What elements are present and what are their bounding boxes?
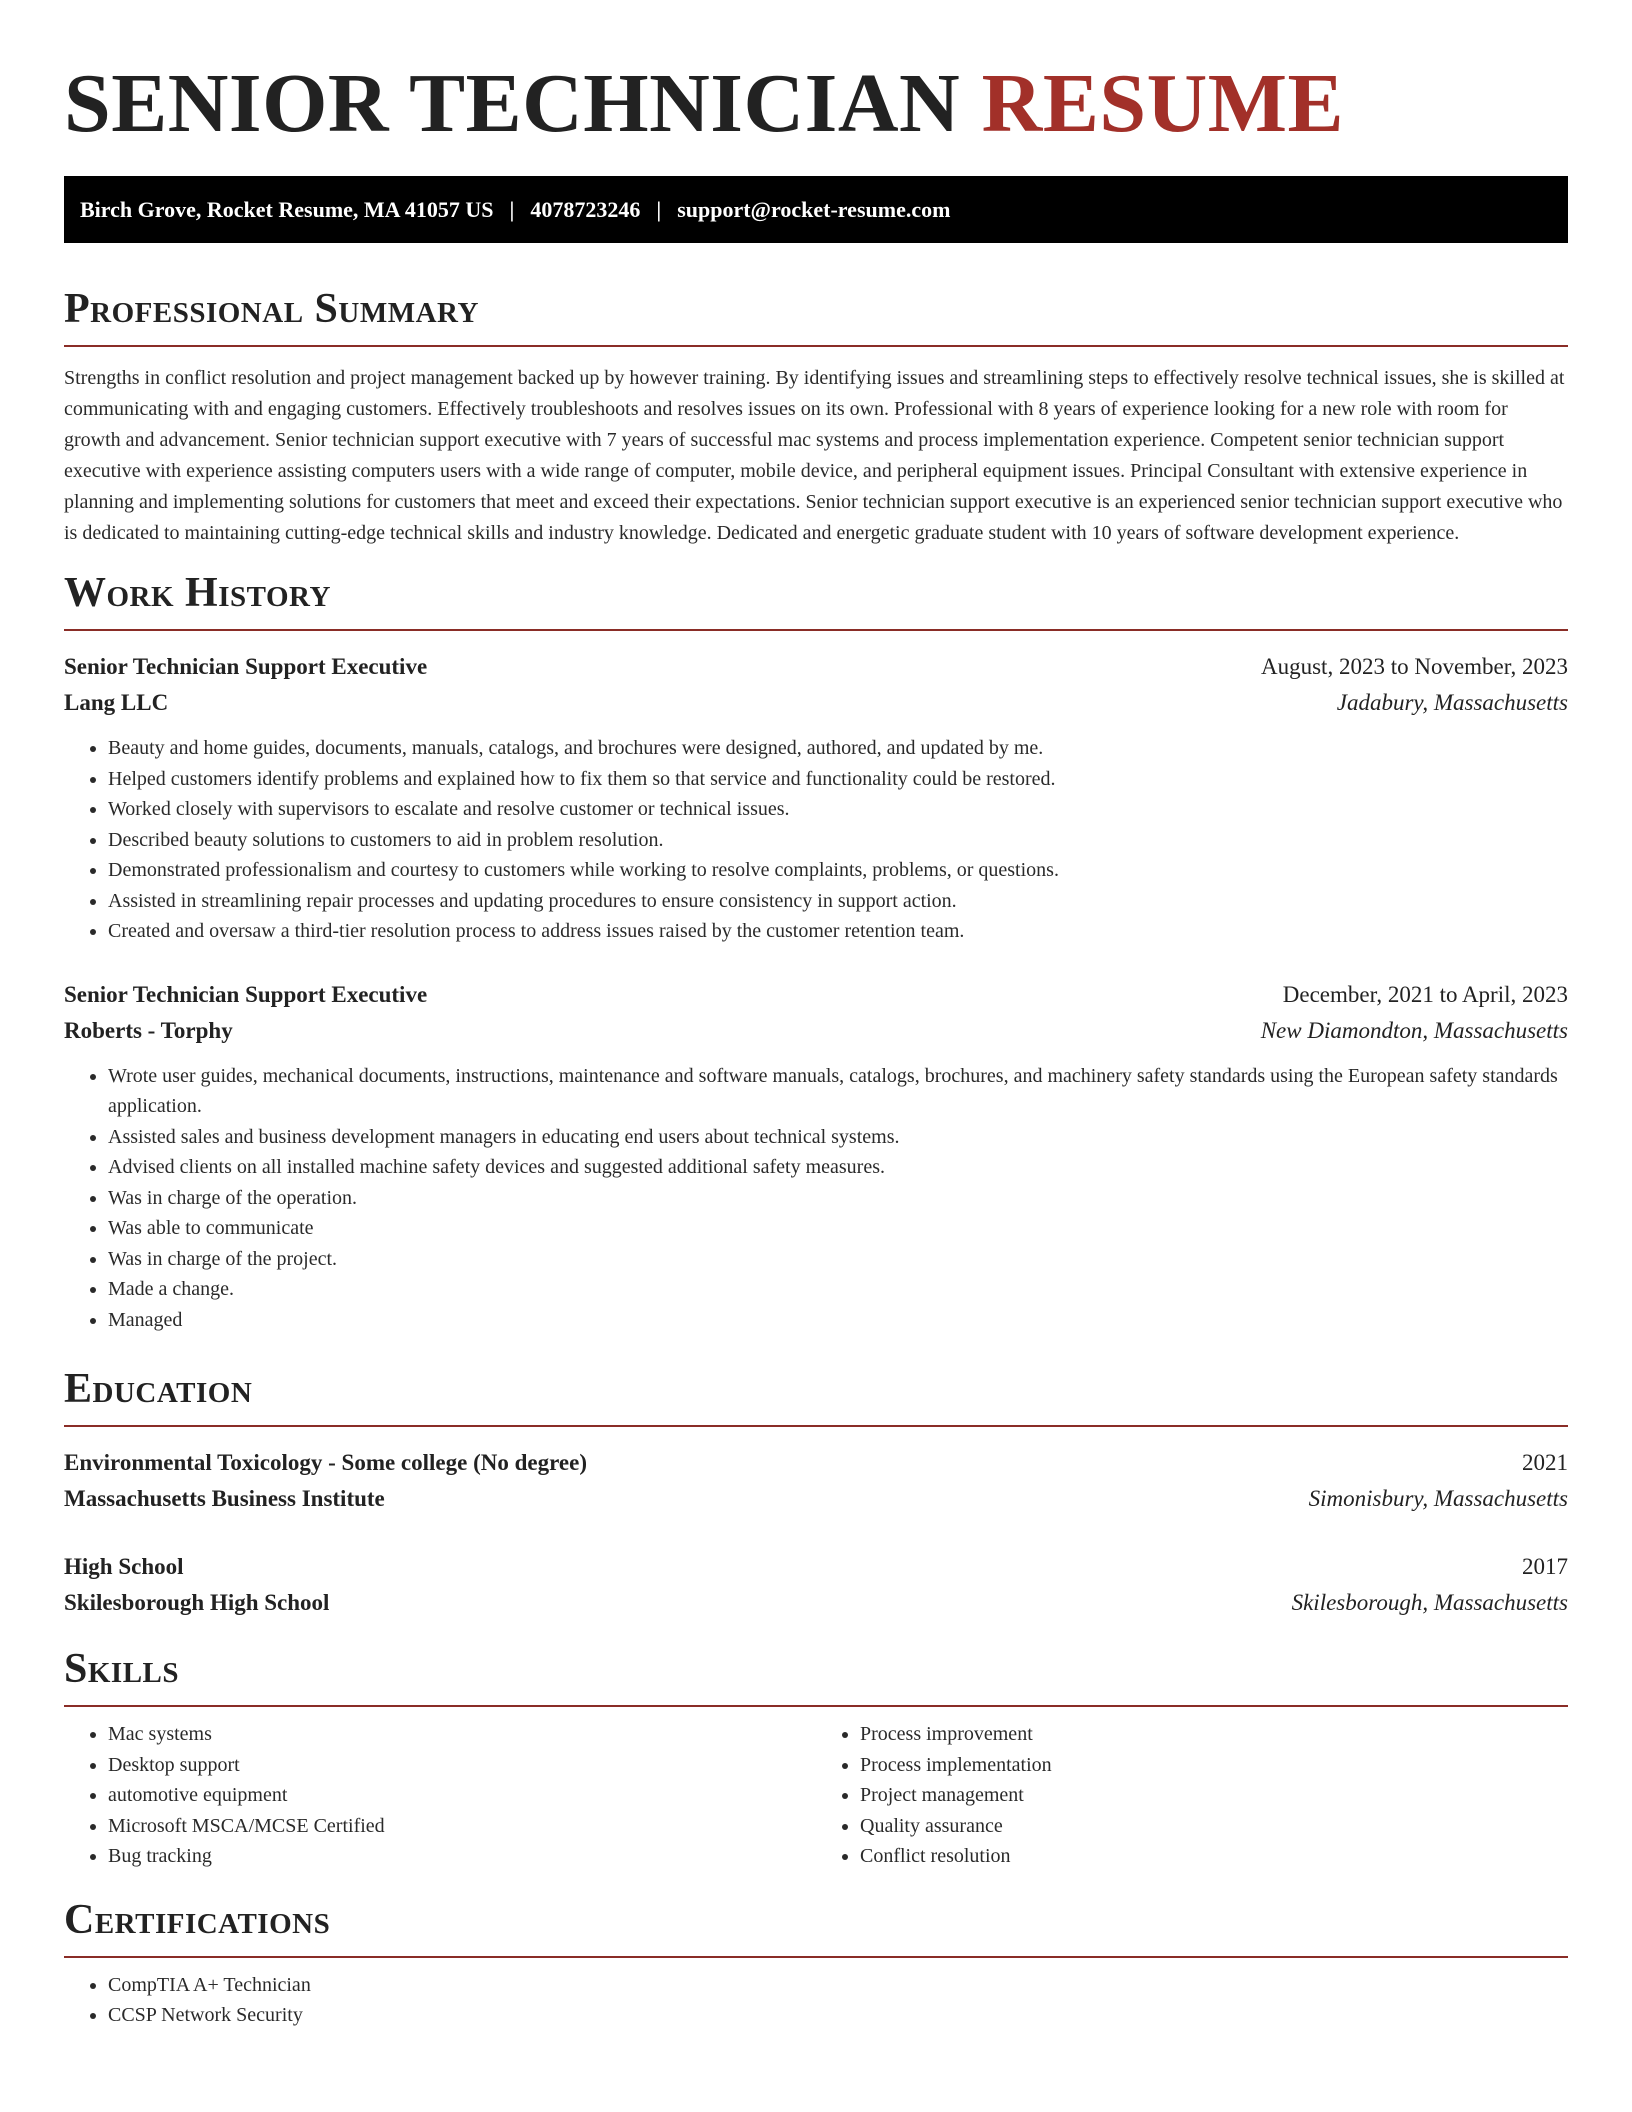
education-location: Simonisbury, Massachusetts [1308,1486,1568,1511]
section-divider [64,1705,1568,1707]
skill-item: • Process implementation [860,1750,1568,1781]
education-heading: Education [64,1366,253,1412]
job-duties-list [64,1061,1568,1336]
contact-separator: | [509,196,515,222]
certification-item: • CCSP Network Security [108,2000,1568,2031]
skill-item: • Microsoft MSCA/MCSE Certified [108,1811,816,1842]
education-degree: High School [64,1554,184,1579]
resume-page [64,0,1568,2031]
skill-item: • Quality assurance [860,1811,1568,1842]
summary-text: Strengths in conflict resolution and project management backed up by however training. By identifying issues and streamlining steps to effectively resolve technical issues, she is skilled at communicating with and engaging customers. Effectively troubleshoots and resolves issues on its own. Professional with 8 years of experience looking for a new role with room for growth and advancement. Senior technician support executive with 7 years of successful mac systems and process implementation experience. Competent senior technician support executive with experience assisting computers users with a wide range of computer, mobile device, and peripheral equipment issues. Principal Consultant with extensive experience in planning and implementing solutions for customers that meet and exceed their expectations. Senior technician support executive is an experienced senior technician support executive who is dedicated to maintaining cutting-edge technical skills and industry knowledge. Dedicated and energetic graduate student with 10 years of software development experience. [64,367,1565,544]
job-title: Senior Technician Support Executive [64,981,428,1007]
list-item: • Was in charge of the operation. [108,1183,1568,1214]
contact-phone[interactable]: 4078723246 [530,196,641,222]
job-location: Jadabury, Massachusetts [1336,690,1568,715]
summary-heading: Professional Summary [64,286,479,332]
list-item: • Was in charge of the project. [108,1244,1568,1275]
job-header-row [64,977,1568,1013]
contact-bar [64,176,1568,243]
job-header-row [64,649,1568,685]
section-divider [64,1425,1568,1427]
job-location: New Diamondton, Massachusetts [1260,1017,1568,1043]
education-school-row [64,1585,1568,1621]
job-company-row [64,1013,1568,1049]
list-item: • Described beauty solutions to customers to aid in problem resolution. [108,825,1568,856]
list-item: • Wrote user guides, mechanical documents, instructions, maintenance and software manuals, catalogs, brochures, and machinery safety standards using the European safety standards application. [108,1061,1568,1122]
job-title: Senior Technician Support Executive [64,654,428,679]
skill-item: • Bug tracking [108,1841,816,1872]
job-entry [64,977,1568,1336]
certifications-section [64,1894,1568,2031]
skills-grid [64,1719,1568,1872]
education-location: Skilesborough, Massachusetts [1291,1590,1568,1615]
skill-item: • Project management [860,1780,1568,1811]
job-dates: December, 2021 to April, 2023 [1282,981,1568,1007]
education-school: Massachusetts Business Institute [64,1486,385,1511]
certifications-heading: Certifications [64,1896,331,1943]
list-item: • Assisted in streamlining repair processes and updating procedures to ensure consistency in support action. [108,886,1568,917]
education-school-row [64,1481,1568,1517]
list-item: • Worked closely with supervisors to escalate and resolve customer or technical issues. [108,794,1568,825]
skill-item: • Conflict resolution [860,1841,1568,1872]
education-section [64,1363,1568,1621]
list-item: • Demonstrated professionalism and courtesy to customers while working to resolve complaints, problems, or questions. [108,855,1568,886]
work-history-heading: Work History [64,570,331,616]
education-entry [64,1549,1568,1621]
list-item: • Beauty and home guides, documents, manuals, catalogs, and brochures were designed, authored, and updated by me. [108,733,1568,764]
skills-section [64,1643,1568,1872]
title-accent: RESUME [981,57,1345,150]
list-item: • Created and oversaw a third-tier resolution process to address issues raised by the customer retention team. [108,916,1568,947]
resume-title [64,0,1568,152]
contact-separator: | [656,196,662,222]
job-duties-list [64,733,1568,947]
contact-email[interactable]: support@rocket-resume.com [677,196,951,222]
education-school: Skilesborough High School [64,1590,330,1615]
skill-item: • Process improvement [860,1719,1568,1750]
section-divider [64,345,1568,347]
education-year: 2017 [1522,1554,1568,1579]
education-header-row [64,1549,1568,1585]
list-item: • Was able to communicate [108,1213,1568,1244]
education-entry [64,1445,1568,1517]
skill-item: • Desktop support [108,1750,816,1781]
list-item: • Advised clients on all installed machine safety devices and suggested additional safety measures. [108,1152,1568,1183]
skills-heading: Skills [64,1646,180,1692]
skills-list-left [64,1719,816,1872]
skill-item: • automotive equipment [108,1780,816,1811]
job-entry [64,649,1568,947]
certifications-list [64,1970,1568,2031]
education-degree: Environmental Toxicology - Some college (No degree) [64,1450,587,1475]
list-item: • Assisted sales and business development managers in educating end users about technical systems. [108,1122,1568,1153]
skills-list-right [816,1719,1568,1872]
education-year: 2021 [1522,1450,1568,1475]
job-company: Lang LLC [64,690,169,715]
list-item: • Managed [108,1305,1568,1336]
work-history-section [64,567,1568,1335]
list-item: • Helped customers identify problems and explained how to fix them so that service and functionality could be restored. [108,764,1568,795]
contact-address: Birch Grove, Rocket Resume, MA 41057 US [80,196,494,222]
certification-item: • CompTIA A+ Technician [108,1970,1568,2001]
list-item: • Made a change. [108,1274,1568,1305]
education-header-row [64,1445,1568,1481]
skill-item: • Mac systems [108,1719,816,1750]
title-main: SENIOR TECHNICIAN [64,57,961,150]
job-dates: August, 2023 to November, 2023 [1261,654,1568,679]
summary-section [64,283,1568,549]
section-divider [64,1956,1568,1958]
job-company-row [64,685,1568,721]
section-divider [64,629,1568,631]
job-company: Roberts - Torphy [64,1017,233,1043]
